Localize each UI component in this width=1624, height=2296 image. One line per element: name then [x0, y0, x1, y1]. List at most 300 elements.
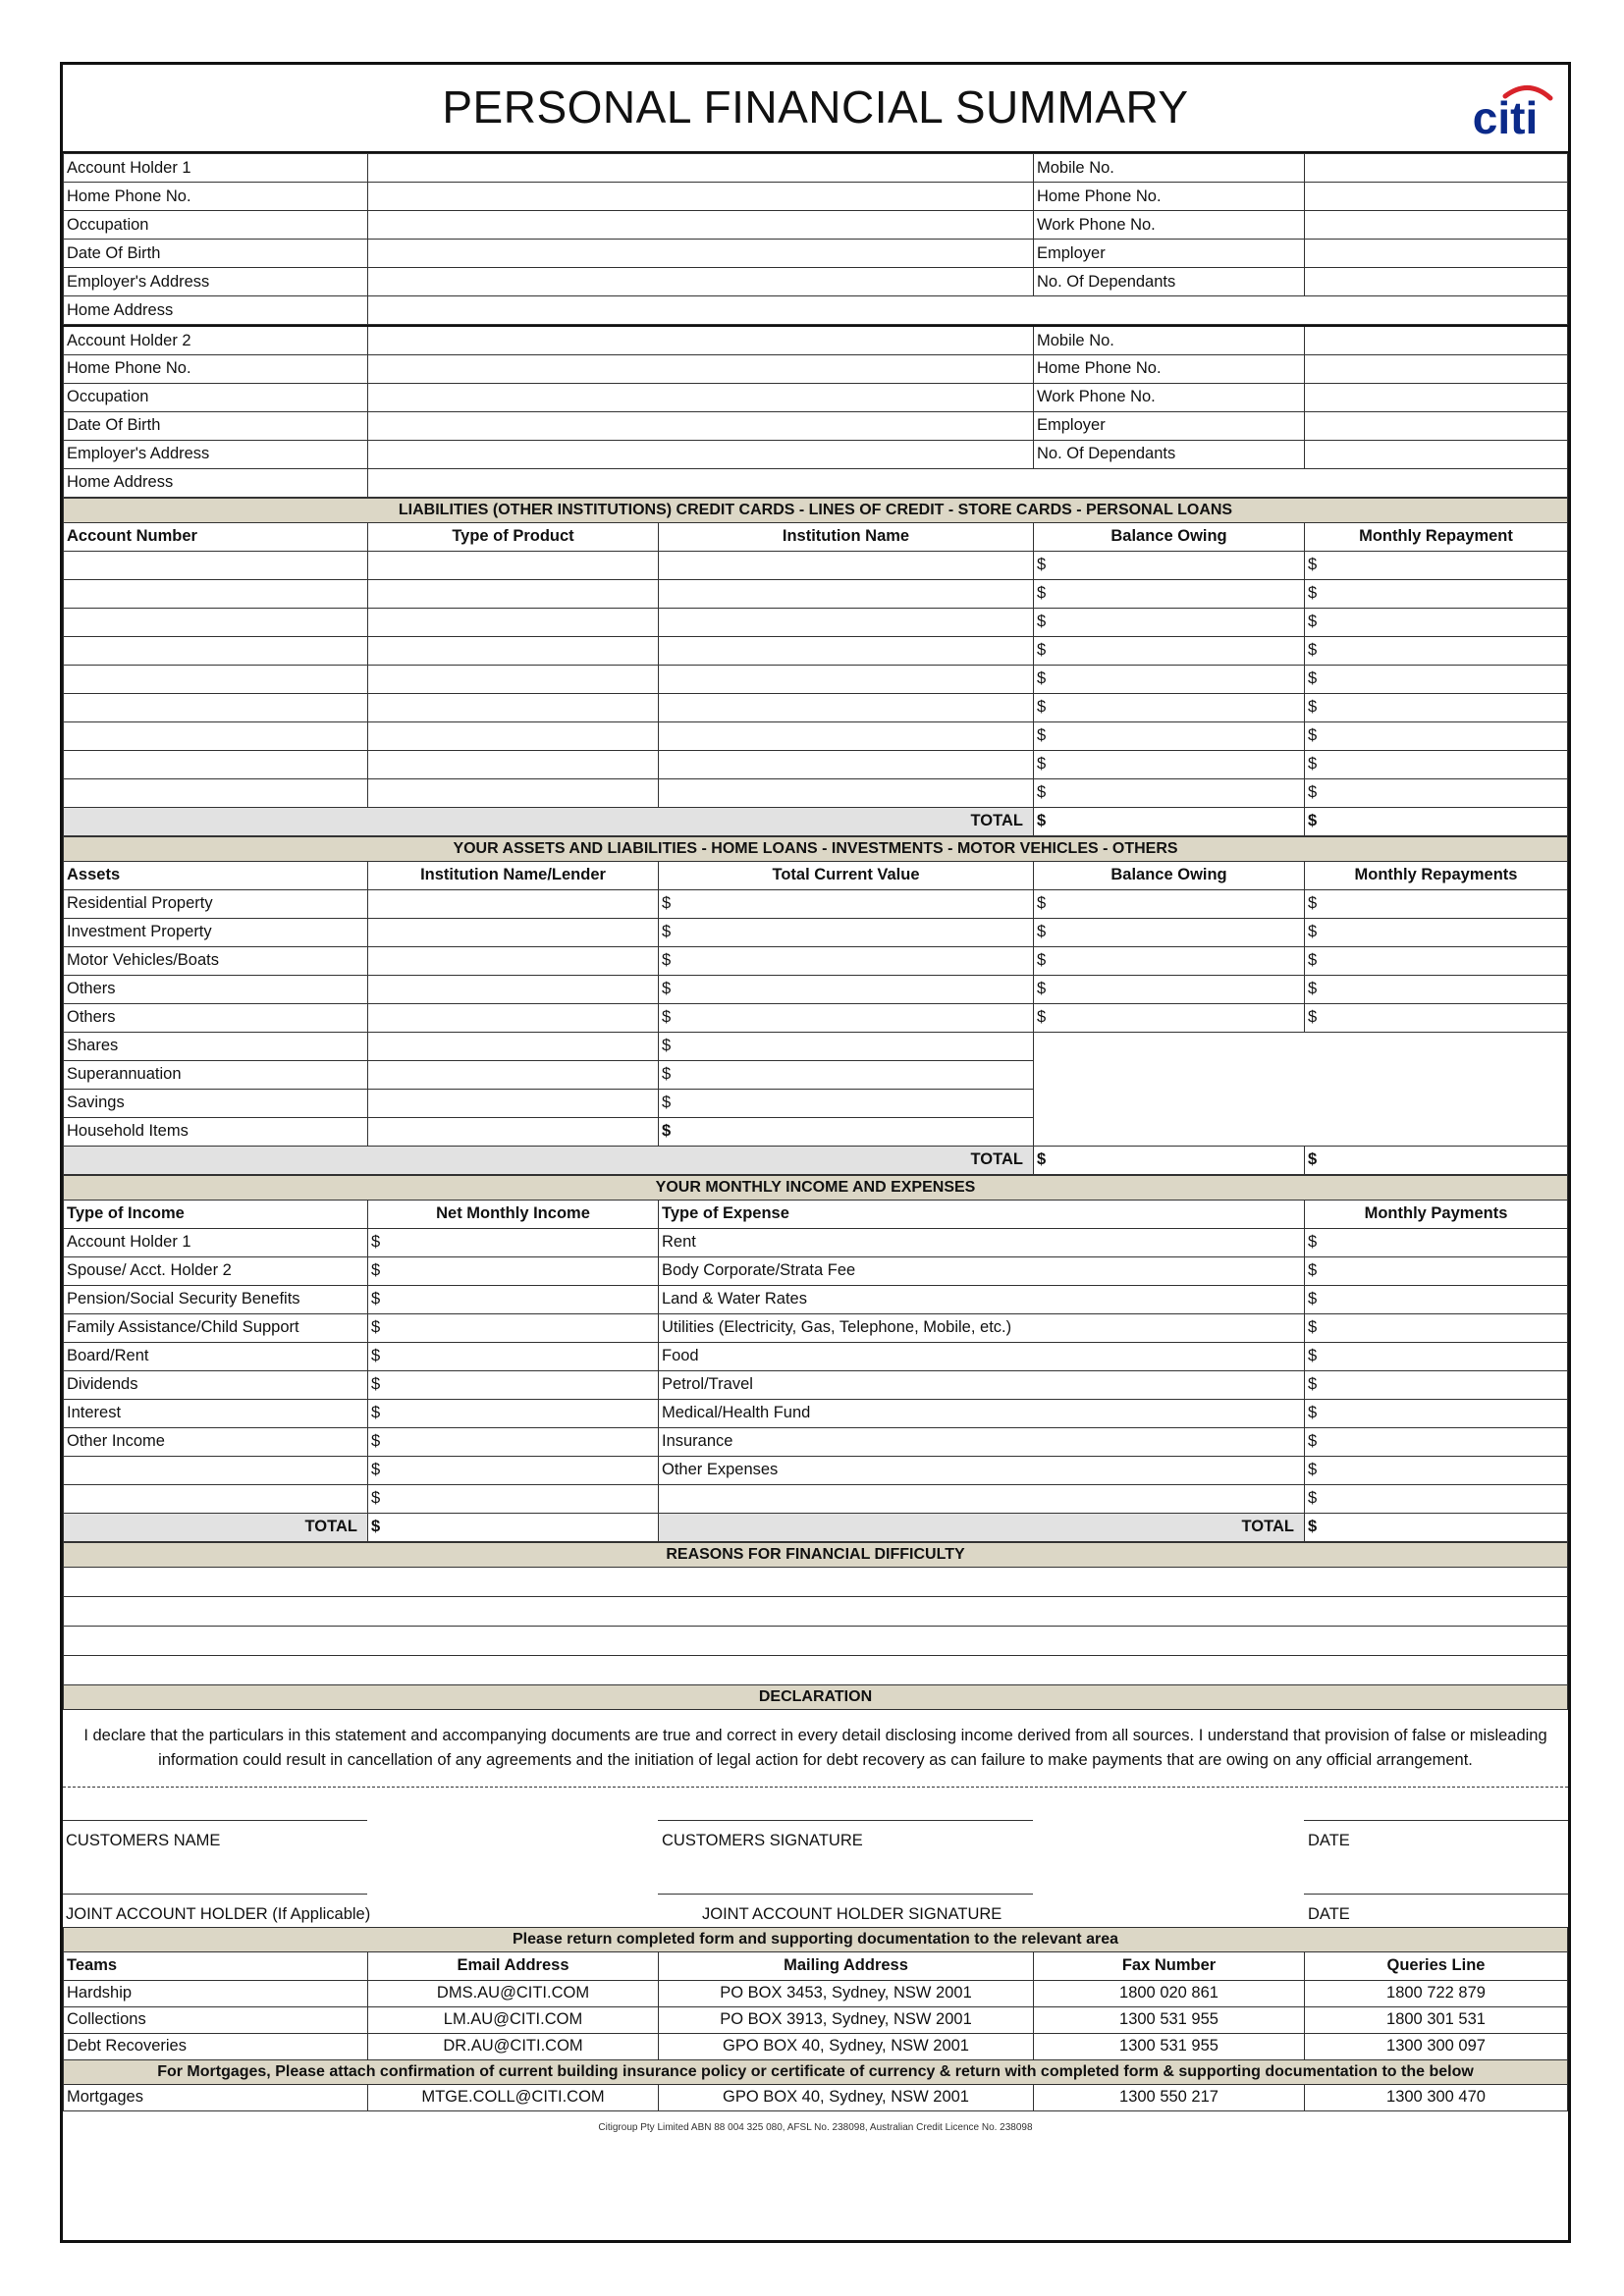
- col-institution-lender: Institution Name/Lender: [368, 861, 659, 889]
- account-holder-2-table: [63, 325, 1568, 498]
- expense-type-label: Other Expenses: [659, 1456, 1305, 1484]
- reasons-line[interactable]: [64, 1626, 1568, 1655]
- expense-type-label: Land & Water Rates: [659, 1285, 1305, 1313]
- asset-total-row: [64, 1146, 1568, 1174]
- asset-row: [64, 975, 1568, 1003]
- mailing-address: PO BOX 3913, Sydney, NSW 2001: [659, 2006, 1034, 2033]
- col-balance-owing: Balance Owing: [1034, 522, 1305, 551]
- net-income-input[interactable]: $: [368, 1456, 659, 1484]
- net-income-input[interactable]: $: [368, 1399, 659, 1427]
- fax-number: 1300 550 217: [1034, 2084, 1305, 2110]
- current-value-input[interactable]: $: [659, 918, 1034, 946]
- expense-type-label: [659, 1484, 1305, 1513]
- email-address[interactable]: DR.AU@CITI.COM: [368, 2033, 659, 2059]
- declaration-block: [63, 1710, 1568, 1927]
- holder-field-label: Home Address: [64, 468, 368, 497]
- asset-label: Residential Property: [64, 889, 368, 918]
- customers-name-line[interactable]: [63, 1820, 367, 1821]
- holder-field-label: Home Phone No.: [64, 183, 368, 211]
- citi-logo-text: citi: [1472, 92, 1539, 137]
- reasons-line[interactable]: [64, 1655, 1568, 1684]
- balance-owing-input[interactable]: $: [1034, 918, 1305, 946]
- income-total-value[interactable]: $: [368, 1513, 659, 1541]
- liability-row: [64, 579, 1568, 608]
- income-type-label: Board/Rent: [64, 1342, 368, 1370]
- income-type-label: Spouse/ Acct. Holder 2: [64, 1256, 368, 1285]
- monthly-payment-input[interactable]: $: [1305, 1256, 1568, 1285]
- holder-row: [64, 240, 1568, 268]
- holder-right-label: Mobile No.: [1034, 154, 1305, 183]
- date2-line[interactable]: [1304, 1894, 1568, 1895]
- holder-row: [64, 268, 1568, 296]
- monthly-payment-input[interactable]: $: [1305, 1427, 1568, 1456]
- asset-label: Investment Property: [64, 918, 368, 946]
- account-number-input[interactable]: [64, 579, 368, 608]
- asset-label: Motor Vehicles/Boats: [64, 946, 368, 975]
- holder-field-input[interactable]: [368, 240, 1034, 268]
- joint-signature-line[interactable]: [658, 1894, 1033, 1895]
- monthly-payment-input[interactable]: $: [1305, 1228, 1568, 1256]
- income-expense-row: [64, 1313, 1568, 1342]
- holder-right-input[interactable]: [1305, 326, 1568, 354]
- col-monthly-repayments: Monthly Repayments: [1305, 861, 1568, 889]
- monthly-repayment-input[interactable]: $: [1305, 636, 1568, 665]
- holder-field-label: Home Address: [64, 296, 368, 325]
- contacts-table: [63, 1927, 1568, 2111]
- current-value-input[interactable]: $: [659, 1117, 1034, 1146]
- holder-right-input[interactable]: [1305, 183, 1568, 211]
- joint-holder-label: JOINT ACCOUNT HOLDER (If Applicable): [66, 1904, 371, 1923]
- holder-field-label: Employer's Address: [64, 268, 368, 296]
- asset-label: Savings: [64, 1089, 368, 1117]
- institution-input[interactable]: [659, 693, 1034, 721]
- asset-label: Others: [64, 975, 368, 1003]
- mailing-address: GPO BOX 40, Sydney, NSW 2001: [659, 2033, 1034, 2059]
- holder-row: [64, 183, 1568, 211]
- col-assets: Assets: [64, 861, 368, 889]
- account-holder-1-table: [63, 153, 1568, 325]
- income-expense-row: [64, 1285, 1568, 1313]
- date-label: DATE: [1308, 1831, 1350, 1849]
- monthly-repayments-input[interactable]: $: [1305, 946, 1568, 975]
- monthly-repayment-input[interactable]: $: [1305, 693, 1568, 721]
- institution-input[interactable]: [659, 721, 1034, 750]
- income-expenses-table: [63, 1175, 1568, 1542]
- holder-field-label: Account Holder 1: [64, 154, 368, 183]
- total-monthly-repayment[interactable]: $: [1305, 807, 1568, 835]
- reasons-line[interactable]: [64, 1567, 1568, 1596]
- holder-row: [64, 468, 1568, 497]
- income-type-label: Dividends: [64, 1370, 368, 1399]
- col-teams: Teams: [64, 1951, 368, 1980]
- current-value-input[interactable]: $: [659, 1032, 1034, 1060]
- joint-signature-label: JOINT ACCOUNT HOLDER SIGNATURE: [702, 1904, 1002, 1923]
- col-type-of-expense: Type of Expense: [659, 1200, 1305, 1228]
- liability-row: [64, 608, 1568, 636]
- holder-right-label: Mobile No.: [1034, 326, 1305, 354]
- queries-line: 1800 722 879: [1305, 1980, 1568, 2006]
- income-type-label: [64, 1456, 368, 1484]
- institution-input[interactable]: [659, 636, 1034, 665]
- total-label: TOTAL: [64, 1146, 1034, 1174]
- expense-type-label: Medical/Health Fund: [659, 1399, 1305, 1427]
- monthly-payment-input[interactable]: $: [1305, 1285, 1568, 1313]
- holder-row: [64, 211, 1568, 240]
- liabilities-table: [63, 498, 1568, 836]
- net-income-input[interactable]: $: [368, 1370, 659, 1399]
- balance-owing-input[interactable]: $: [1034, 665, 1305, 693]
- fax-number: 1800 020 861: [1034, 1980, 1305, 2006]
- queries-line: 1300 300 470: [1305, 2084, 1568, 2110]
- monthly-repayment-input[interactable]: $: [1305, 579, 1568, 608]
- mortgage-note-row: [64, 2059, 1568, 2084]
- balance-owing-input[interactable]: $: [1034, 889, 1305, 918]
- holder-field-input[interactable]: [368, 183, 1034, 211]
- form-title: PERSONAL FINANCIAL SUMMARY: [442, 81, 1189, 133]
- contacts-heading: Please return completed form and supporting documentation to the relevant area: [64, 1927, 1568, 1951]
- holder-row: [64, 296, 1568, 325]
- monthly-repayment-input[interactable]: $: [1305, 721, 1568, 750]
- empty-block: [1034, 1032, 1568, 1146]
- expense-total-label: TOTAL: [659, 1513, 1305, 1541]
- col-institution-name: Institution Name: [659, 522, 1034, 551]
- holder-field-input[interactable]: [368, 268, 1034, 296]
- holder-right-input[interactable]: [1305, 411, 1568, 440]
- income-expense-row: [64, 1399, 1568, 1427]
- product-type-input[interactable]: [368, 551, 659, 579]
- monthly-payment-input[interactable]: $: [1305, 1484, 1568, 1513]
- lender-input[interactable]: [368, 946, 659, 975]
- monthly-repayments-input[interactable]: $: [1305, 1003, 1568, 1032]
- balance-owing-input[interactable]: $: [1034, 750, 1305, 778]
- asset-row: [64, 1032, 1568, 1060]
- holder-right-label: Employer: [1034, 240, 1305, 268]
- col-net-monthly-income: Net Monthly Income: [368, 1200, 659, 1228]
- col-email-address: Email Address: [368, 1951, 659, 1980]
- queries-line: 1800 301 531: [1305, 2006, 1568, 2033]
- email-address[interactable]: MTGE.COLL@CITI.COM: [368, 2084, 659, 2110]
- holder-field-label: Date Of Birth: [64, 411, 368, 440]
- asset-label: Others: [64, 1003, 368, 1032]
- liability-total-row: [64, 807, 1568, 835]
- holder-right-label: Home Phone No.: [1034, 183, 1305, 211]
- net-income-input[interactable]: $: [368, 1285, 659, 1313]
- monthly-repayments-input[interactable]: $: [1305, 889, 1568, 918]
- lender-input[interactable]: [368, 918, 659, 946]
- fax-number: 1300 531 955: [1034, 2006, 1305, 2033]
- lender-input[interactable]: [368, 1032, 659, 1060]
- holder-field-input[interactable]: [368, 440, 1034, 468]
- holder-field-label: Account Holder 2: [64, 326, 368, 354]
- customers-signature-line[interactable]: [658, 1820, 1033, 1821]
- holder-right-label: Work Phone No.: [1034, 383, 1305, 411]
- reasons-table: [63, 1542, 1568, 1710]
- income-type-label: Pension/Social Security Benefits: [64, 1285, 368, 1313]
- expense-total-value[interactable]: $: [1305, 1513, 1568, 1541]
- expense-type-label: Body Corporate/Strata Fee: [659, 1256, 1305, 1285]
- email-address[interactable]: LM.AU@CITI.COM: [368, 2006, 659, 2033]
- col-mailing-address: Mailing Address: [659, 1951, 1034, 1980]
- lender-input[interactable]: [368, 889, 659, 918]
- total-balance-owing[interactable]: $: [1034, 807, 1305, 835]
- liability-row: [64, 665, 1568, 693]
- liability-row: [64, 778, 1568, 807]
- citi-logo: [1456, 80, 1554, 137]
- institution-input[interactable]: [659, 608, 1034, 636]
- product-type-input[interactable]: [368, 750, 659, 778]
- income-expense-row: [64, 1456, 1568, 1484]
- monthly-repayment-input[interactable]: $: [1305, 750, 1568, 778]
- income-expense-row: [64, 1370, 1568, 1399]
- holder-row: [64, 326, 1568, 354]
- expense-type-label: Utilities (Electricity, Gas, Telephone, Mobile, etc.): [659, 1313, 1305, 1342]
- product-type-input[interactable]: [368, 608, 659, 636]
- account-number-input[interactable]: [64, 750, 368, 778]
- monthly-repayments-input[interactable]: $: [1305, 918, 1568, 946]
- reasons-line[interactable]: [64, 1596, 1568, 1626]
- income-type-label: Account Holder 1: [64, 1228, 368, 1256]
- balance-owing-input[interactable]: $: [1034, 721, 1305, 750]
- date2-label: DATE: [1308, 1904, 1350, 1923]
- queries-line: 1300 300 097: [1305, 2033, 1568, 2059]
- lender-input[interactable]: [368, 1060, 659, 1089]
- institution-input[interactable]: [659, 665, 1034, 693]
- lender-input[interactable]: [368, 1003, 659, 1032]
- income-expense-row: [64, 1427, 1568, 1456]
- income-type-label: [64, 1484, 368, 1513]
- total-label: TOTAL: [64, 807, 1034, 835]
- institution-input[interactable]: [659, 579, 1034, 608]
- current-value-input[interactable]: $: [659, 1060, 1034, 1089]
- monthly-repayment-input[interactable]: $: [1305, 665, 1568, 693]
- balance-owing-input[interactable]: $: [1034, 778, 1305, 807]
- current-value-input[interactable]: $: [659, 975, 1034, 1003]
- contact-row: [64, 1980, 1568, 2006]
- declaration-text: I declare that the particulars in this statement and accompanying documents are true and correct in every detail disclosing income derived from all sources. I understand that provision of false or misleading information could result in cancellation of any agreements and the initiation of legal action for debt recovery as can failure to make payments that are owing on any official arrangement.: [63, 1710, 1568, 1788]
- holder-field-label: Occupation: [64, 383, 368, 411]
- fax-number: 1300 531 955: [1034, 2033, 1305, 2059]
- account-number-input[interactable]: [64, 693, 368, 721]
- monthly-repayment-input[interactable]: $: [1305, 551, 1568, 579]
- customers-name-label: CUSTOMERS NAME: [66, 1831, 221, 1849]
- balance-owing-input[interactable]: $: [1034, 946, 1305, 975]
- product-type-input[interactable]: [368, 778, 659, 807]
- net-income-input[interactable]: $: [368, 1427, 659, 1456]
- monthly-repayment-input[interactable]: $: [1305, 608, 1568, 636]
- holder-row: [64, 383, 1568, 411]
- asset-label: Household Items: [64, 1117, 368, 1146]
- liability-row: [64, 551, 1568, 579]
- asset-row: [64, 1003, 1568, 1032]
- liability-row: [64, 721, 1568, 750]
- liabilities-heading: LIABILITIES (OTHER INSTITUTIONS) CREDIT CARDS - LINES OF CREDIT - STORE CARDS - PERSONAL LOANS: [64, 498, 1568, 522]
- monthly-repayments-input[interactable]: $: [1305, 975, 1568, 1003]
- col-fax-number: Fax Number: [1034, 1951, 1305, 1980]
- monthly-payment-input[interactable]: $: [1305, 1456, 1568, 1484]
- product-type-input[interactable]: [368, 636, 659, 665]
- monthly-payment-input[interactable]: $: [1305, 1399, 1568, 1427]
- col-type-of-product: Type of Product: [368, 522, 659, 551]
- form-header: [63, 65, 1568, 153]
- holder-field-input[interactable]: [368, 154, 1034, 183]
- lender-input[interactable]: [368, 1089, 659, 1117]
- current-value-input[interactable]: $: [659, 946, 1034, 975]
- total-balance-owing[interactable]: $: [1034, 1146, 1305, 1174]
- customers-signature-label: CUSTOMERS SIGNATURE: [662, 1831, 863, 1849]
- holder-right-label: Home Phone No.: [1034, 354, 1305, 383]
- net-income-input[interactable]: $: [368, 1228, 659, 1256]
- team-name: Debt Recoveries: [64, 2033, 368, 2059]
- income-expense-row: [64, 1342, 1568, 1370]
- net-income-input[interactable]: $: [368, 1342, 659, 1370]
- holder-field-input[interactable]: [368, 211, 1034, 240]
- holder-field-input[interactable]: [368, 326, 1034, 354]
- holder-right-input[interactable]: [1305, 383, 1568, 411]
- monthly-payment-input[interactable]: $: [1305, 1370, 1568, 1399]
- holder-field-label: Occupation: [64, 211, 368, 240]
- col-account-number: Account Number: [64, 522, 368, 551]
- expense-type-label: Rent: [659, 1228, 1305, 1256]
- account-number-input[interactable]: [64, 721, 368, 750]
- team-name: Collections: [64, 2006, 368, 2033]
- income-expenses-heading: YOUR MONTHLY INCOME AND EXPENSES: [64, 1175, 1568, 1200]
- holder-row: [64, 411, 1568, 440]
- holder-right-input[interactable]: [1305, 268, 1568, 296]
- balance-owing-input[interactable]: $: [1034, 551, 1305, 579]
- liability-row: [64, 636, 1568, 665]
- balance-owing-input[interactable]: $: [1034, 693, 1305, 721]
- balance-owing-input[interactable]: $: [1034, 636, 1305, 665]
- mailing-address: PO BOX 3453, Sydney, NSW 2001: [659, 1980, 1034, 2006]
- contact-row: [64, 2006, 1568, 2033]
- account-number-input[interactable]: [64, 608, 368, 636]
- institution-input[interactable]: [659, 551, 1034, 579]
- holder-right-input[interactable]: [1305, 154, 1568, 183]
- account-number-input[interactable]: [64, 778, 368, 807]
- holder-right-input[interactable]: [1305, 240, 1568, 268]
- expense-type-label: Insurance: [659, 1427, 1305, 1456]
- income-expense-row: [64, 1256, 1568, 1285]
- income-type-label: Other Income: [64, 1427, 368, 1456]
- asset-row: [64, 918, 1568, 946]
- assets-table: [63, 836, 1568, 1175]
- income-expense-row: [64, 1228, 1568, 1256]
- income-type-label: Family Assistance/Child Support: [64, 1313, 368, 1342]
- home-address-input[interactable]: [368, 296, 1568, 325]
- net-income-input[interactable]: $: [368, 1256, 659, 1285]
- team-name: Mortgages: [64, 2084, 368, 2110]
- holder-field-label: Date Of Birth: [64, 240, 368, 268]
- holder-right-input[interactable]: [1305, 354, 1568, 383]
- product-type-input[interactable]: [368, 665, 659, 693]
- net-income-input[interactable]: $: [368, 1313, 659, 1342]
- joint-signature-row: [63, 1861, 1568, 1927]
- asset-label: Superannuation: [64, 1060, 368, 1089]
- lender-input[interactable]: [368, 975, 659, 1003]
- holder-row: [64, 154, 1568, 183]
- lender-input[interactable]: [368, 1117, 659, 1146]
- income-type-label: Interest: [64, 1399, 368, 1427]
- holder-field-label: Employer's Address: [64, 440, 368, 468]
- assets-heading: YOUR ASSETS AND LIABILITIES - HOME LOANS - INVESTMENTS - MOTOR VEHICLES - OTHERS: [64, 836, 1568, 861]
- product-type-input[interactable]: [368, 579, 659, 608]
- col-queries-line: Queries Line: [1305, 1951, 1568, 1980]
- email-address[interactable]: DMS.AU@CITI.COM: [368, 1980, 659, 2006]
- holder-right-label: Work Phone No.: [1034, 211, 1305, 240]
- home-address-input[interactable]: [368, 468, 1568, 497]
- joint-holder-line[interactable]: [63, 1894, 367, 1895]
- col-monthly-payments: Monthly Payments: [1305, 1200, 1568, 1228]
- declaration-heading: DECLARATION: [64, 1684, 1568, 1709]
- income-total-label: TOTAL: [64, 1513, 368, 1541]
- net-income-input[interactable]: $: [368, 1484, 659, 1513]
- account-number-input[interactable]: [64, 636, 368, 665]
- holder-right-label: Employer: [1034, 411, 1305, 440]
- balance-owing-input[interactable]: $: [1034, 1003, 1305, 1032]
- liability-row: [64, 750, 1568, 778]
- holder-right-label: No. Of Dependants: [1034, 440, 1305, 468]
- account-number-input[interactable]: [64, 551, 368, 579]
- holder-right-input[interactable]: [1305, 211, 1568, 240]
- col-type-of-income: Type of Income: [64, 1200, 368, 1228]
- expense-type-label: Petrol/Travel: [659, 1370, 1305, 1399]
- mailing-address: GPO BOX 40, Sydney, NSW 2001: [659, 2084, 1034, 2110]
- monthly-repayment-input[interactable]: $: [1305, 778, 1568, 807]
- col-total-current-value: Total Current Value: [659, 861, 1034, 889]
- contact-row: [64, 2033, 1568, 2059]
- col-monthly-repayment: Monthly Repayment: [1305, 522, 1568, 551]
- holder-row: [64, 440, 1568, 468]
- holder-field-input[interactable]: [368, 411, 1034, 440]
- customer-signature-row: [63, 1788, 1568, 1861]
- holder-right-input[interactable]: [1305, 440, 1568, 468]
- expense-type-label: Food: [659, 1342, 1305, 1370]
- current-value-input[interactable]: $: [659, 1003, 1034, 1032]
- balance-owing-input[interactable]: $: [1034, 608, 1305, 636]
- holder-field-input[interactable]: [368, 383, 1034, 411]
- date-line[interactable]: [1304, 1820, 1568, 1821]
- balance-owing-input[interactable]: $: [1034, 975, 1305, 1003]
- team-name: Hardship: [64, 1980, 368, 2006]
- legal-footer: Citigroup Pty Limited ABN 88 004 325 080, AFSL No. 238098, Australian Credit Licence No. 238098: [598, 2121, 1033, 2133]
- mortgage-row: [64, 2084, 1568, 2110]
- holder-right-label: No. Of Dependants: [1034, 268, 1305, 296]
- asset-row: [64, 889, 1568, 918]
- asset-row: [64, 946, 1568, 975]
- form-page: [60, 62, 1571, 2243]
- holder-field-input[interactable]: [368, 354, 1034, 383]
- reasons-heading: REASONS FOR FINANCIAL DIFFICULTY: [64, 1542, 1568, 1567]
- monthly-payment-input[interactable]: $: [1305, 1313, 1568, 1342]
- product-type-input[interactable]: [368, 693, 659, 721]
- balance-owing-input[interactable]: $: [1034, 579, 1305, 608]
- mortgage-note: For Mortgages, Please attach confirmation of current building insurance policy or certificate of currency & return with completed form & supporting documentation to the below: [64, 2059, 1568, 2084]
- liability-row: [64, 693, 1568, 721]
- asset-label: Shares: [64, 1032, 368, 1060]
- current-value-input[interactable]: $: [659, 889, 1034, 918]
- income-expense-row: [64, 1484, 1568, 1513]
- holder-row: [64, 354, 1568, 383]
- institution-input[interactable]: [659, 750, 1034, 778]
- total-monthly-repayments[interactable]: $: [1305, 1146, 1568, 1174]
- institution-input[interactable]: [659, 778, 1034, 807]
- current-value-input[interactable]: $: [659, 1089, 1034, 1117]
- income-total-row: [64, 1513, 1568, 1541]
- product-type-input[interactable]: [368, 721, 659, 750]
- holder-field-label: Home Phone No.: [64, 354, 368, 383]
- account-number-input[interactable]: [64, 665, 368, 693]
- monthly-payment-input[interactable]: $: [1305, 1342, 1568, 1370]
